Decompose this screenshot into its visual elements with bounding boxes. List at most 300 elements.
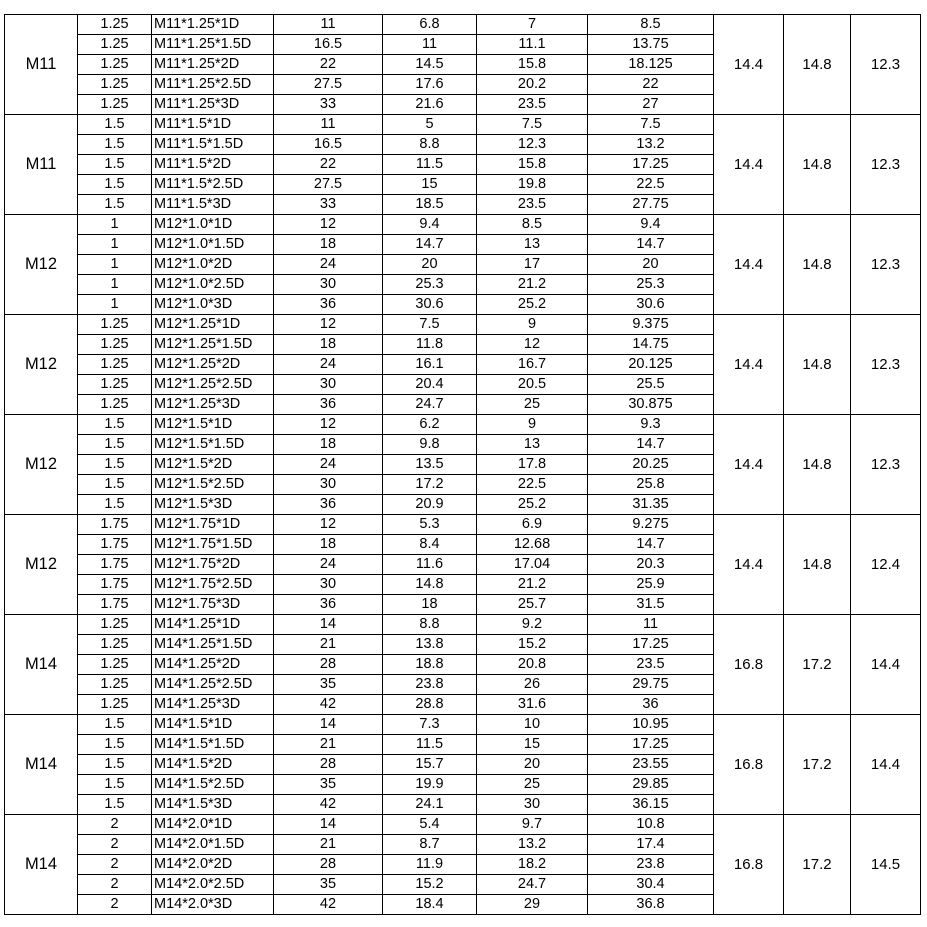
value-2-cell: 7 xyxy=(477,15,588,35)
pitch-cell: 1.5 xyxy=(78,455,152,475)
spec-code-cell: M11*1.5*2D xyxy=(152,155,274,175)
value-2-cell: 23.5 xyxy=(477,95,588,115)
thread-size-cell: M12 xyxy=(5,415,78,515)
spec-code-cell: M12*1.25*2.5D xyxy=(152,375,274,395)
spec-code-cell: M12*1.5*1.5D xyxy=(152,435,274,455)
length-cell: 36 xyxy=(274,295,383,315)
value-2-cell: 15 xyxy=(477,735,588,755)
value-3-cell: 31.5 xyxy=(588,595,714,615)
value-2-cell: 15.8 xyxy=(477,55,588,75)
value-1-cell: 17.6 xyxy=(383,75,477,95)
pitch-cell: 1.5 xyxy=(78,755,152,775)
length-cell: 35 xyxy=(274,775,383,795)
spec-code-cell: M11*1.5*3D xyxy=(152,195,274,215)
pitch-cell: 1.5 xyxy=(78,135,152,155)
pitch-cell: 1.5 xyxy=(78,435,152,455)
value-1-cell: 8.4 xyxy=(383,535,477,555)
value-2-cell: 6.9 xyxy=(477,515,588,535)
spec-code-cell: M12*1.75*1D xyxy=(152,515,274,535)
length-cell: 30 xyxy=(274,375,383,395)
group-value-3-cell: 14.4 xyxy=(851,715,921,815)
spec-code-cell: M12*1.0*1D xyxy=(152,215,274,235)
thread-size-cell: M12 xyxy=(5,215,78,315)
spec-code-cell: M14*1.25*1.5D xyxy=(152,635,274,655)
thread-size-cell: M14 xyxy=(5,815,78,915)
value-1-cell: 11.5 xyxy=(383,155,477,175)
value-3-cell: 14.7 xyxy=(588,535,714,555)
length-cell: 30 xyxy=(274,475,383,495)
value-3-cell: 7.5 xyxy=(588,115,714,135)
spec-code-cell: M12*1.5*1D xyxy=(152,415,274,435)
group-value-3-cell: 12.3 xyxy=(851,15,921,115)
length-cell: 36 xyxy=(274,595,383,615)
length-cell: 22 xyxy=(274,55,383,75)
pitch-cell: 1.25 xyxy=(78,395,152,415)
value-1-cell: 20.9 xyxy=(383,495,477,515)
length-cell: 11 xyxy=(274,15,383,35)
value-3-cell: 25.8 xyxy=(588,475,714,495)
value-1-cell: 25.3 xyxy=(383,275,477,295)
spec-code-cell: M11*1.25*1D xyxy=(152,15,274,35)
table-row xyxy=(5,515,921,535)
value-1-cell: 8.7 xyxy=(383,835,477,855)
value-3-cell: 10.8 xyxy=(588,815,714,835)
spec-code-cell: M14*2.0*1D xyxy=(152,815,274,835)
length-cell: 12 xyxy=(274,515,383,535)
length-cell: 24 xyxy=(274,455,383,475)
pitch-cell: 1.25 xyxy=(78,695,152,715)
value-1-cell: 5.4 xyxy=(383,815,477,835)
length-cell: 35 xyxy=(274,875,383,895)
value-2-cell: 13 xyxy=(477,235,588,255)
value-3-cell: 20.125 xyxy=(588,355,714,375)
pitch-cell: 1.25 xyxy=(78,375,152,395)
value-1-cell: 7.5 xyxy=(383,315,477,335)
length-cell: 14 xyxy=(274,715,383,735)
group-value-1-cell: 14.4 xyxy=(714,515,784,615)
value-1-cell: 20.4 xyxy=(383,375,477,395)
value-1-cell: 9.8 xyxy=(383,435,477,455)
value-1-cell: 14.5 xyxy=(383,55,477,75)
spec-code-cell: M14*2.0*2.5D xyxy=(152,875,274,895)
value-1-cell: 30.6 xyxy=(383,295,477,315)
value-3-cell: 23.8 xyxy=(588,855,714,875)
spec-code-cell: M14*2.0*2D xyxy=(152,855,274,875)
pitch-cell: 1 xyxy=(78,255,152,275)
spec-code-cell: M14*1.25*1D xyxy=(152,615,274,635)
group-value-3-cell: 12.3 xyxy=(851,315,921,415)
value-1-cell: 15.7 xyxy=(383,755,477,775)
length-cell: 42 xyxy=(274,895,383,915)
value-3-cell: 25.9 xyxy=(588,575,714,595)
value-3-cell: 30.875 xyxy=(588,395,714,415)
spec-code-cell: M14*1.5*1D xyxy=(152,715,274,735)
pitch-cell: 1 xyxy=(78,295,152,315)
value-1-cell: 15.2 xyxy=(383,875,477,895)
spec-code-cell: M14*1.25*2.5D xyxy=(152,675,274,695)
value-1-cell: 19.9 xyxy=(383,775,477,795)
value-3-cell: 36.8 xyxy=(588,895,714,915)
value-3-cell: 9.275 xyxy=(588,515,714,535)
value-2-cell: 20.2 xyxy=(477,75,588,95)
value-1-cell: 24.1 xyxy=(383,795,477,815)
spec-code-cell: M11*1.25*3D xyxy=(152,95,274,115)
value-3-cell: 22 xyxy=(588,75,714,95)
spec-table xyxy=(4,14,921,915)
pitch-cell: 1.5 xyxy=(78,775,152,795)
group-value-2-cell: 17.2 xyxy=(784,615,851,715)
pitch-cell: 1.5 xyxy=(78,155,152,175)
spec-code-cell: M14*1.25*3D xyxy=(152,695,274,715)
pitch-cell: 1.5 xyxy=(78,495,152,515)
pitch-cell: 2 xyxy=(78,855,152,875)
table-row xyxy=(5,215,921,235)
value-3-cell: 17.25 xyxy=(588,155,714,175)
value-2-cell: 30 xyxy=(477,795,588,815)
value-1-cell: 14.8 xyxy=(383,575,477,595)
spec-code-cell: M11*1.25*1.5D xyxy=(152,35,274,55)
value-2-cell: 29 xyxy=(477,895,588,915)
length-cell: 18 xyxy=(274,435,383,455)
spec-code-cell: M12*1.5*3D xyxy=(152,495,274,515)
value-3-cell: 23.5 xyxy=(588,655,714,675)
spec-code-cell: M14*1.5*2.5D xyxy=(152,775,274,795)
spec-code-cell: M14*1.5*2D xyxy=(152,755,274,775)
value-2-cell: 21.2 xyxy=(477,275,588,295)
value-3-cell: 9.4 xyxy=(588,215,714,235)
group-value-3-cell: 12.3 xyxy=(851,415,921,515)
spec-code-cell: M12*1.25*1.5D xyxy=(152,335,274,355)
length-cell: 36 xyxy=(274,395,383,415)
value-1-cell: 8.8 xyxy=(383,615,477,635)
value-2-cell: 15.8 xyxy=(477,155,588,175)
pitch-cell: 1.5 xyxy=(78,415,152,435)
length-cell: 35 xyxy=(274,675,383,695)
pitch-cell: 1.5 xyxy=(78,475,152,495)
value-2-cell: 9.7 xyxy=(477,815,588,835)
value-1-cell: 18.5 xyxy=(383,195,477,215)
value-3-cell: 10.95 xyxy=(588,715,714,735)
length-cell: 42 xyxy=(274,795,383,815)
value-3-cell: 22.5 xyxy=(588,175,714,195)
table-row xyxy=(5,15,921,35)
group-value-1-cell: 14.4 xyxy=(714,315,784,415)
value-3-cell: 9.375 xyxy=(588,315,714,335)
value-3-cell: 36 xyxy=(588,695,714,715)
group-value-1-cell: 16.8 xyxy=(714,815,784,915)
spec-code-cell: M12*1.0*3D xyxy=(152,295,274,315)
value-2-cell: 10 xyxy=(477,715,588,735)
spec-code-cell: M11*1.25*2.5D xyxy=(152,75,274,95)
value-2-cell: 13 xyxy=(477,435,588,455)
value-3-cell: 14.7 xyxy=(588,435,714,455)
value-3-cell: 29.85 xyxy=(588,775,714,795)
spec-code-cell: M11*1.5*1.5D xyxy=(152,135,274,155)
value-3-cell: 20.25 xyxy=(588,455,714,475)
value-3-cell: 14.7 xyxy=(588,235,714,255)
value-2-cell: 17 xyxy=(477,255,588,275)
length-cell: 12 xyxy=(274,415,383,435)
pitch-cell: 1.75 xyxy=(78,575,152,595)
pitch-cell: 1.25 xyxy=(78,15,152,35)
group-value-1-cell: 16.8 xyxy=(714,615,784,715)
value-3-cell: 8.5 xyxy=(588,15,714,35)
length-cell: 27.5 xyxy=(274,75,383,95)
value-1-cell: 7.3 xyxy=(383,715,477,735)
value-3-cell: 30.6 xyxy=(588,295,714,315)
length-cell: 21 xyxy=(274,735,383,755)
length-cell: 22 xyxy=(274,155,383,175)
spec-code-cell: M14*1.5*3D xyxy=(152,795,274,815)
value-1-cell: 5 xyxy=(383,115,477,135)
value-1-cell: 11.6 xyxy=(383,555,477,575)
value-2-cell: 9 xyxy=(477,415,588,435)
value-1-cell: 18.4 xyxy=(383,895,477,915)
pitch-cell: 1.75 xyxy=(78,555,152,575)
group-value-1-cell: 14.4 xyxy=(714,415,784,515)
group-value-1-cell: 16.8 xyxy=(714,715,784,815)
value-2-cell: 21.2 xyxy=(477,575,588,595)
value-1-cell: 24.7 xyxy=(383,395,477,415)
pitch-cell: 1 xyxy=(78,235,152,255)
value-1-cell: 23.8 xyxy=(383,675,477,695)
table-row xyxy=(5,115,921,135)
pitch-cell: 2 xyxy=(78,875,152,895)
value-3-cell: 9.3 xyxy=(588,415,714,435)
length-cell: 12 xyxy=(274,215,383,235)
thread-size-cell: M11 xyxy=(5,15,78,115)
table-row xyxy=(5,715,921,735)
spec-code-cell: M11*1.5*1D xyxy=(152,115,274,135)
thread-size-cell: M12 xyxy=(5,515,78,615)
value-2-cell: 20.5 xyxy=(477,375,588,395)
length-cell: 18 xyxy=(274,235,383,255)
value-2-cell: 15.2 xyxy=(477,635,588,655)
pitch-cell: 2 xyxy=(78,815,152,835)
length-cell: 12 xyxy=(274,315,383,335)
pitch-cell: 1.75 xyxy=(78,515,152,535)
value-1-cell: 17.2 xyxy=(383,475,477,495)
value-3-cell: 31.35 xyxy=(588,495,714,515)
value-1-cell: 6.2 xyxy=(383,415,477,435)
value-3-cell: 20.3 xyxy=(588,555,714,575)
value-3-cell: 27 xyxy=(588,95,714,115)
pitch-cell: 2 xyxy=(78,835,152,855)
group-value-2-cell: 14.8 xyxy=(784,115,851,215)
pitch-cell: 1.5 xyxy=(78,195,152,215)
value-3-cell: 17.25 xyxy=(588,735,714,755)
length-cell: 24 xyxy=(274,355,383,375)
value-2-cell: 19.8 xyxy=(477,175,588,195)
pitch-cell: 1.75 xyxy=(78,595,152,615)
spec-code-cell: M12*1.25*3D xyxy=(152,395,274,415)
group-value-2-cell: 17.2 xyxy=(784,815,851,915)
value-2-cell: 26 xyxy=(477,675,588,695)
pitch-cell: 1.25 xyxy=(78,635,152,655)
length-cell: 36 xyxy=(274,495,383,515)
pitch-cell: 1.5 xyxy=(78,115,152,135)
group-value-3-cell: 12.3 xyxy=(851,215,921,315)
value-3-cell: 30.4 xyxy=(588,875,714,895)
length-cell: 33 xyxy=(274,95,383,115)
value-2-cell: 25 xyxy=(477,775,588,795)
value-1-cell: 15 xyxy=(383,175,477,195)
spec-code-cell: M12*1.5*2D xyxy=(152,455,274,475)
value-2-cell: 31.6 xyxy=(477,695,588,715)
spec-code-cell: M12*1.5*2.5D xyxy=(152,475,274,495)
length-cell: 14 xyxy=(274,615,383,635)
value-2-cell: 18.2 xyxy=(477,855,588,875)
value-2-cell: 17.8 xyxy=(477,455,588,475)
pitch-cell: 1.5 xyxy=(78,795,152,815)
thread-size-cell: M11 xyxy=(5,115,78,215)
length-cell: 28 xyxy=(274,755,383,775)
value-1-cell: 11.5 xyxy=(383,735,477,755)
group-value-3-cell: 14.4 xyxy=(851,615,921,715)
length-cell: 18 xyxy=(274,535,383,555)
length-cell: 30 xyxy=(274,575,383,595)
spec-code-cell: M12*1.0*1.5D xyxy=(152,235,274,255)
group-value-1-cell: 14.4 xyxy=(714,15,784,115)
value-2-cell: 25.2 xyxy=(477,495,588,515)
group-value-1-cell: 14.4 xyxy=(714,215,784,315)
value-3-cell: 29.75 xyxy=(588,675,714,695)
thread-size-cell: M14 xyxy=(5,615,78,715)
value-2-cell: 12.3 xyxy=(477,135,588,155)
length-cell: 18 xyxy=(274,335,383,355)
value-3-cell: 25.3 xyxy=(588,275,714,295)
length-cell: 24 xyxy=(274,555,383,575)
pitch-cell: 1.5 xyxy=(78,175,152,195)
spec-code-cell: M12*1.25*2D xyxy=(152,355,274,375)
value-1-cell: 13.8 xyxy=(383,635,477,655)
value-2-cell: 25.7 xyxy=(477,595,588,615)
group-value-2-cell: 14.8 xyxy=(784,315,851,415)
thread-size-cell: M14 xyxy=(5,715,78,815)
value-2-cell: 7.5 xyxy=(477,115,588,135)
value-3-cell: 18.125 xyxy=(588,55,714,75)
value-1-cell: 13.5 xyxy=(383,455,477,475)
value-1-cell: 11 xyxy=(383,35,477,55)
length-cell: 21 xyxy=(274,835,383,855)
pitch-cell: 1.25 xyxy=(78,315,152,335)
group-value-3-cell: 12.3 xyxy=(851,115,921,215)
pitch-cell: 1.25 xyxy=(78,95,152,115)
group-value-2-cell: 17.2 xyxy=(784,715,851,815)
group-value-1-cell: 14.4 xyxy=(714,115,784,215)
value-1-cell: 18.8 xyxy=(383,655,477,675)
pitch-cell: 1 xyxy=(78,275,152,295)
value-3-cell: 20 xyxy=(588,255,714,275)
value-3-cell: 13.2 xyxy=(588,135,714,155)
value-2-cell: 25.2 xyxy=(477,295,588,315)
value-2-cell: 17.04 xyxy=(477,555,588,575)
value-1-cell: 16.1 xyxy=(383,355,477,375)
value-1-cell: 5.3 xyxy=(383,515,477,535)
length-cell: 27.5 xyxy=(274,175,383,195)
pitch-cell: 1 xyxy=(78,215,152,235)
length-cell: 21 xyxy=(274,635,383,655)
length-cell: 30 xyxy=(274,275,383,295)
value-1-cell: 20 xyxy=(383,255,477,275)
value-2-cell: 13.2 xyxy=(477,835,588,855)
value-2-cell: 9.2 xyxy=(477,615,588,635)
spec-code-cell: M12*1.25*1D xyxy=(152,315,274,335)
pitch-cell: 1.25 xyxy=(78,335,152,355)
table-row xyxy=(5,615,921,635)
value-2-cell: 9 xyxy=(477,315,588,335)
value-1-cell: 21.6 xyxy=(383,95,477,115)
length-cell: 33 xyxy=(274,195,383,215)
spec-code-cell: M11*1.5*2.5D xyxy=(152,175,274,195)
table-row xyxy=(5,415,921,435)
group-value-3-cell: 14.5 xyxy=(851,815,921,915)
value-3-cell: 25.5 xyxy=(588,375,714,395)
spec-code-cell: M14*1.5*1.5D xyxy=(152,735,274,755)
value-2-cell: 24.7 xyxy=(477,875,588,895)
value-3-cell: 11 xyxy=(588,615,714,635)
group-value-2-cell: 14.8 xyxy=(784,515,851,615)
value-1-cell: 28.8 xyxy=(383,695,477,715)
spec-code-cell: M12*1.75*1.5D xyxy=(152,535,274,555)
length-cell: 42 xyxy=(274,695,383,715)
pitch-cell: 1.75 xyxy=(78,535,152,555)
value-3-cell: 13.75 xyxy=(588,35,714,55)
value-3-cell: 27.75 xyxy=(588,195,714,215)
pitch-cell: 1.25 xyxy=(78,75,152,95)
length-cell: 28 xyxy=(274,855,383,875)
length-cell: 16.5 xyxy=(274,135,383,155)
group-value-2-cell: 14.8 xyxy=(784,215,851,315)
spec-code-cell: M12*1.75*3D xyxy=(152,595,274,615)
pitch-cell: 1.25 xyxy=(78,675,152,695)
spec-code-cell: M12*1.0*2.5D xyxy=(152,275,274,295)
value-2-cell: 12 xyxy=(477,335,588,355)
value-2-cell: 12.68 xyxy=(477,535,588,555)
value-2-cell: 25 xyxy=(477,395,588,415)
spec-code-cell: M14*1.25*2D xyxy=(152,655,274,675)
spec-table-body xyxy=(5,15,921,915)
value-3-cell: 23.55 xyxy=(588,755,714,775)
spec-code-cell: M11*1.25*2D xyxy=(152,55,274,75)
pitch-cell: 1.25 xyxy=(78,615,152,635)
value-2-cell: 8.5 xyxy=(477,215,588,235)
value-3-cell: 17.25 xyxy=(588,635,714,655)
pitch-cell: 1.25 xyxy=(78,35,152,55)
value-3-cell: 14.75 xyxy=(588,335,714,355)
value-1-cell: 14.7 xyxy=(383,235,477,255)
table-row xyxy=(5,815,921,835)
pitch-cell: 1.5 xyxy=(78,715,152,735)
spec-code-cell: M12*1.75*2D xyxy=(152,555,274,575)
value-1-cell: 11.9 xyxy=(383,855,477,875)
spec-code-cell: M14*2.0*1.5D xyxy=(152,835,274,855)
thread-size-cell: M12 xyxy=(5,315,78,415)
value-1-cell: 9.4 xyxy=(383,215,477,235)
group-value-2-cell: 14.8 xyxy=(784,415,851,515)
spec-code-cell: M12*1.75*2.5D xyxy=(152,575,274,595)
value-1-cell: 6.8 xyxy=(383,15,477,35)
length-cell: 11 xyxy=(274,115,383,135)
group-value-3-cell: 12.4 xyxy=(851,515,921,615)
value-2-cell: 20 xyxy=(477,755,588,775)
value-2-cell: 23.5 xyxy=(477,195,588,215)
length-cell: 24 xyxy=(274,255,383,275)
value-1-cell: 11.8 xyxy=(383,335,477,355)
length-cell: 16.5 xyxy=(274,35,383,55)
value-2-cell: 11.1 xyxy=(477,35,588,55)
value-3-cell: 36.15 xyxy=(588,795,714,815)
